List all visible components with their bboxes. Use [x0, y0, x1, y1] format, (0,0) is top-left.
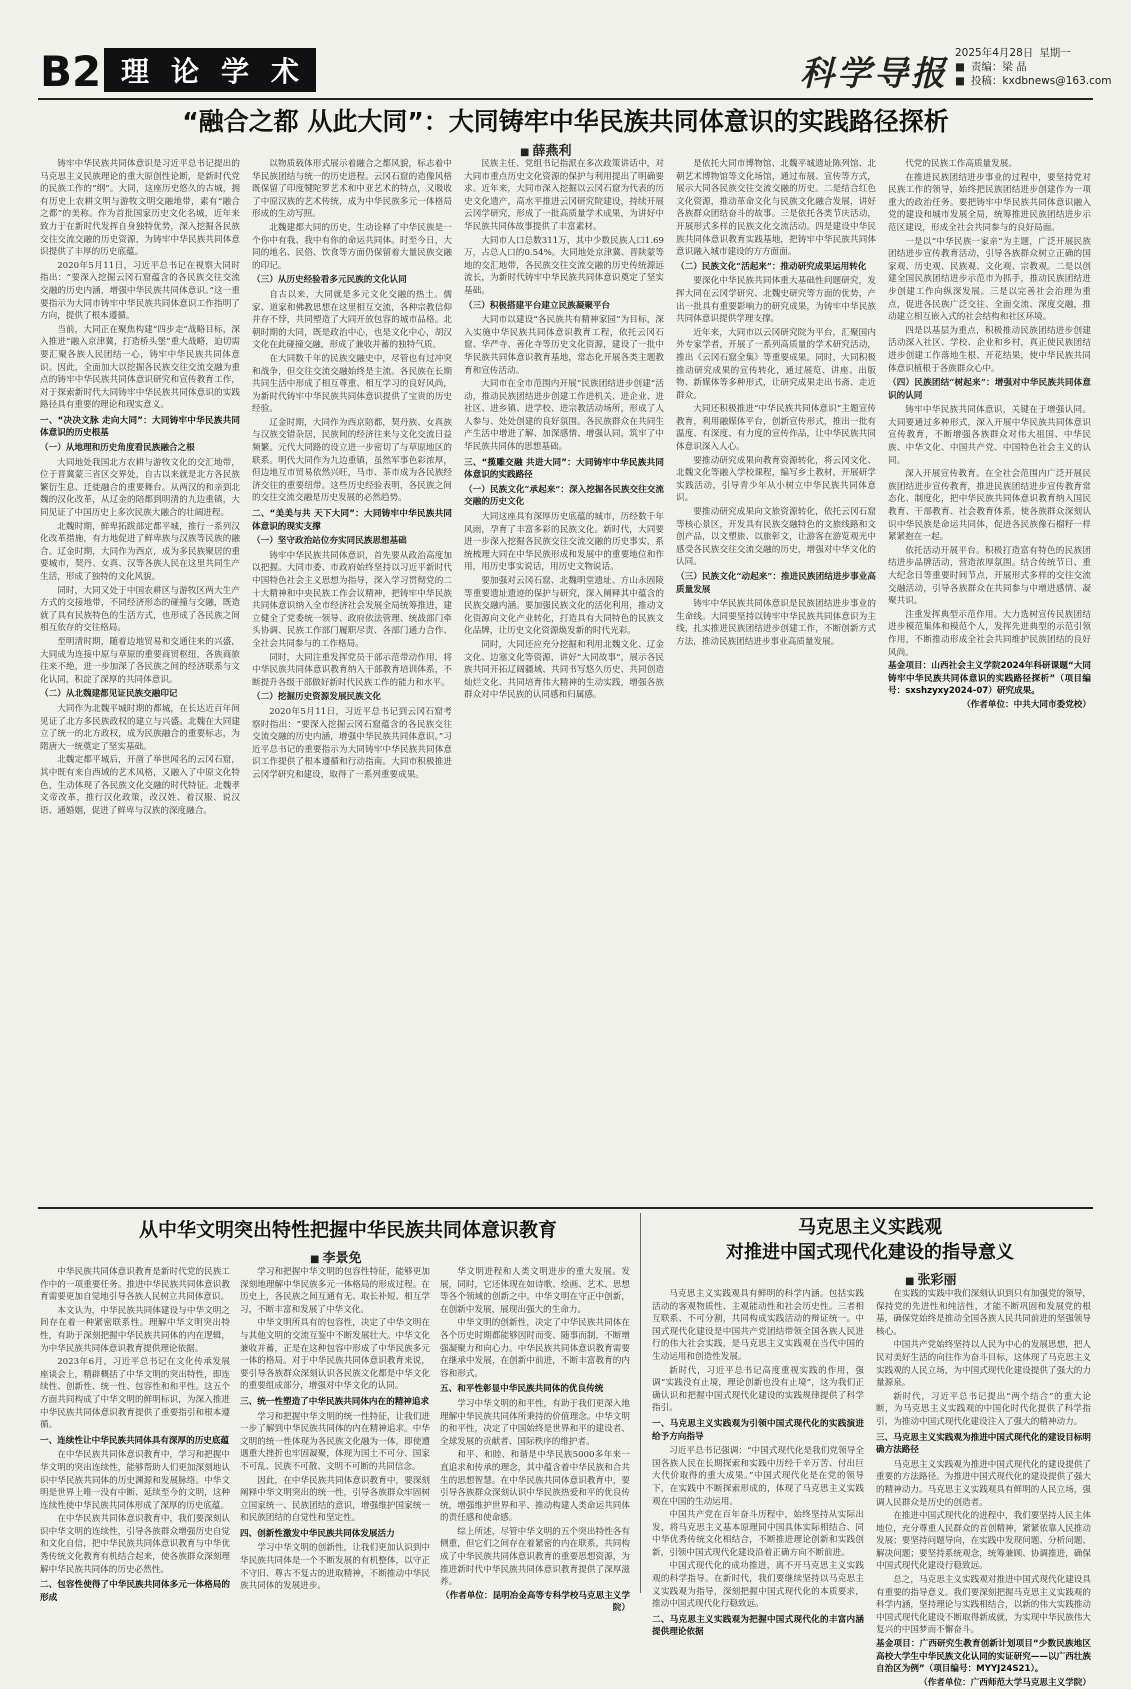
- section-heading: 二、包容性使得了中华民族共同体多元一体格局的形成: [40, 1580, 230, 1603]
- section-heading: 一、连续性让中华民族共同体具有深厚的历史底蕴: [40, 1435, 230, 1446]
- paragraph: 总之，马克思主义实践观对推进中国式现代化建设具有重要的指导意义。我们要深刻把握马克思主义实践观的科学内涵，坚持理论与实践相结合，以新的伟大实践推动中国式现代化建设不断取得新成就，为实现中华民族伟大复兴的中国梦而不懈奋斗。: [876, 1575, 1091, 1636]
- paragraph: 大同市人口总数311万，其中少数民族人口1.69万，占总人口的0.54%。大同地处京津冀、晋陕蒙等地的交汇地带，各民族交往交流交融的历史传统源远流长，为新时代铸牢中华民族共同体意识奠定了坚实基础。: [464, 235, 664, 296]
- paragraph: 要加强对云冈石窟、北魏明堂遗址、方山永固陵等重要遗址遗迹的保护与研究，深入阐释其中蕴含的民族交融内涵。要加强民族文化的活化利用，推动文化资源向文化产业转化，打造具有大同特色的民族文化品牌，让历史文化资源焕发新的时代光彩。: [464, 576, 664, 637]
- paragraph: 一是以“中华民族一家亲”为主题，广泛开展民族团结进步宣传教育活动，引导各族群众树立正确的国家观、历史观、民族观、文化观、宗教观。二是以创建全国民族团结进步示范市为抓手，推动民族团结进步创建工作向纵深发展。三是以完善社会治理为重点，促进各民族广泛交往、全面交流、深度交融，推动建立相互嵌入式的社会结构和社区环境。: [888, 236, 1091, 323]
- paragraph: 北魏时期，鲜卑拓跋部定都平城，推行一系列汉化改革措施，有力地促进了鲜卑族与汉族等民族的融合。辽金时期，大同作为西京，成为多民族聚居的重要城市，契丹、女真、汉等各族人民在这里共同生产生活，形成了独特的文化风貌。: [40, 521, 240, 582]
- article1-title: “融合之都 从此大同”：大同铸牢中华民族共同体意识的实践路径探析: [182, 107, 949, 136]
- paragraph: 和平、和睦、和谐是中华民族5000多年来一直追求和传承的理念，其中蕴含着中华民族和合共生的思想智慧。在中华民族共同体意识教育中，要引导各族群众深刻认识中华民族热爱和平的优良传统，增强维护世界和平、推动构建人类命运共同体的责任感和使命感。: [440, 1450, 630, 1524]
- author-affiliation: （作者单位：中共大同市委党校）: [962, 699, 1091, 710]
- paragraph: 至明清时期，随着边地贸易和交通往来的兴盛，大同成为连接中原与草原的重要商贸枢纽，各族商旅往来不绝，进一步加深了各民族之间的经济联系与文化认同，积淀了深厚的共同体意识。: [40, 636, 240, 685]
- paragraph: 综上所述，尽管中华文明的五个突出特性各有侧重，但它们之间存在着紧密的内在联系，共同构成了中华民族共同体意识教育的重要思想资源，为推进新时代中华民族共同体意识教育提供了深厚滋养。: [440, 1526, 630, 1588]
- paragraph: 在中华民族共同体意识教育中，学习和把握中华文明的突出连续性，能够帮助人们更加深刻地认识中华民族共同体的历史渊源和发展脉络。中华文明是世界上唯一没有中断、延续至今的文明，这种连续性使中华民族共同体形成了深厚的历史底蕴。: [40, 1450, 230, 1511]
- page-number: B2: [40, 47, 102, 96]
- paragraph: 中华文明所具有的包容性，决定了中华文明在与其他文明的交流互鉴中不断发展壮大。中华文化兼收并蓄，正是在这种包容中形成了中华民族多元一体的格局。对于中华民族共同体意识教育来说，要引导各族群众深刻认识各民族文化都是中华文化的重要组成部分，增强对中华文化的认同。: [240, 1318, 430, 1392]
- section-char-1: 理: [120, 55, 149, 88]
- square-icon: ■: [955, 61, 965, 73]
- paragraph: 铸牢中华民族共同体意识，首先要从政治高度加以把握。大同市委、市政府始终坚持以习近平新时代中国特色社会主义思想为指导，深入学习贯彻党的二十大精神和中央民族工作会议精神，把铸牢中华民族共同体意识纳入全市经济社会发展全局统筹推进，建立健全了党委统一领导、政府依法管理、统战部门牵头协调、民族工作部门履职尽责、各部门通力合作、全社会共同参与的工作格局。: [252, 550, 452, 649]
- paragraph: 铸牢中华民族共同体意识是习近平总书记提出的马克思主义民族理论的重大原创性论断，是新时代党的民族工作的“纲”。大同，这座历史悠久的古城，拥有历史上农耕文明与游牧文明交融地带，素有“融合之都”的美称。作为首批国家历史文化名城，近年来致力于在新时代发挥自身独特优势，深入挖掘各民族交往交流交融的历史资源，为铸牢中华民族共同体意识提供了丰厚的历史底蕴。: [40, 159, 240, 258]
- issue-weekday: 星期一: [1039, 47, 1071, 59]
- paragraph: 马克思主义实践观具有鲜明的科学内涵。包括实践活动的客观物质性、主观能动性和社会历史性。三者相互联系、不可分割，共同构成实践活动的辩证统一。中国式现代化建设是中国共产党团结带领全国各族人民进行的伟大社会实践，是马克思主义实践观在当代中国的生动运用和创造性发展。: [652, 1289, 864, 1362]
- article3-column-2: [876, 1288, 1091, 1688]
- section-banner: [104, 48, 316, 92]
- paragraph: 2023年6月，习近平总书记在文化传承发展座谈会上，精辟概括了中华文明的突出特性，即连续性、创新性、统一性、包容性和和平性。这五个方面共同构成了中华文明的鲜明标识，为深入推进中华民族共同体意识教育提供了重要指引和根本遵循。: [40, 1357, 230, 1431]
- section-heading: 三、统一性塑造了中华民族共同体内在的精神追求: [240, 1396, 430, 1407]
- article3-column-1: [652, 1288, 864, 1638]
- section-heading: 五、和平性彰显中华民族共同体的优良传统: [440, 1384, 604, 1395]
- editor-label: 责编：梁 晶: [970, 61, 1027, 73]
- paragraph: 本文认为，中华民族共同体建设与中华文明之间存在着一种紧密联系性。理解中华文明突出特性，有助于深刻把握中华民族共同体的内在逻辑，为中华民族共同体意识教育提供理论依据。: [40, 1305, 230, 1354]
- paragraph: 四是以基层为重点，积极推动民族团结进步创建活动深入社区、学校、企业和乡村，真正使民族团结进步创建工作落地生根、开花结果，使中华民族共同体意识植根于各族群众心中。: [888, 325, 1091, 374]
- article1-column-1: [40, 158, 240, 1198]
- paragraph: 因此，在中华民族共同体意识教育中，要深刻阐释中华文明突出的统一性，引导各族群众牢固树立国家统一、民族团结的意识，增强维护国家统一和民族团结的自觉性和坚定性。: [240, 1475, 430, 1524]
- article1-column-5: [888, 158, 1091, 1198]
- paragraph: 铸牢中华民族共同体意识，关键在于增强认同。大同要通过多种形式，深入开展中华民族共同体意识宣传教育，不断增强各族群众对伟大祖国、中华民族、中华文化、中国共产党、中国特色社会主义的认同。: [888, 405, 1091, 466]
- paragraph: 中华民族共同体意识教育是新时代党的民族工作中的一项重要任务。推进中华民族共同体意识教育需要更加自觉地引导各族人民树立共同体意识。: [40, 1267, 230, 1303]
- section-heading: 一、马克思主义实践观为引领中国式现代化的实践演进给予方向指导: [652, 1418, 864, 1442]
- paragraph: 新时代，习近平总书记高度重视实践的作用，强调“实践没有止境，理论创新也没有止境”，这为我们正确认识和把握中国式现代化建设的实践规律提供了科学指引。: [652, 1365, 864, 1414]
- header-rule: [38, 98, 1093, 100]
- paragraph: 中国共产党始终坚持以人民为中心的发展思想，把人民对美好生活的向往作为奋斗目标，这体现了马克思主义实践观的人民立场，为中国式现代化建设提供了强大的力量源泉。: [876, 1340, 1091, 1389]
- paragraph: 民族主任、党组书记指派在多次政策讲话中，对大同市重点历史文化资源的保护与利用提出了明确要求。近年来，大同市深入挖掘以云冈石窟为代表的历史文化遗产，高水平推进云冈研究院建设，持续开展云冈学研究，形成了一批高质量学术成果，为讲好中华民族共同体故事提供了丰富素材。: [464, 159, 664, 232]
- paragraph: 学习和把握中华文明的统一性特征，让我们进一步了解到中华民族共同体的内在精神追求。中华文明的统一性体现为各民族文化融为一体，即使遭遇重大挫折也牢固凝聚，体现为国土不可分、国家不可乱、民族不可散、文明不可断的共同信念。: [240, 1411, 430, 1472]
- funding-note: 基金项目：山西社会主义学院2024年科研课题“大同铸牢中华民族共同体意识的实践路径探析”（项目编号：sxshzyxy2024-07）研究成果。: [888, 661, 1091, 697]
- article2-column-3: [440, 1266, 630, 1614]
- author-affiliation: （作者单位：广西师范大学马克思主义学院）: [919, 1677, 1091, 1688]
- paragraph: 同时，大同注重发挥党员干部示范带动作用，将中华民族共同体意识教育纳入干部教育培训体系，不断提升各级干部做好新时代民族工作的能力和水平。: [252, 652, 452, 688]
- section-heading: 四、创新性激发中华民族共同体发展活力: [240, 1528, 395, 1539]
- section-heading: 二、“美美与共 天下大同”：大同铸牢中华民族共同体意识的现实支撑: [252, 509, 452, 532]
- issue-date: 2025年4月28日: [955, 47, 1034, 59]
- paragraph: 代党的民族工作高质量发展。: [905, 159, 1017, 169]
- paragraph: 要推动研究成果向文旅资源转化，依托云冈石窟等核心景区，开发具有民族交融特色的文旅线路和文创产品，以文塑旅、以旅彰文，让游客在游览观光中感受各民族交往交流交融的历史，增强对中华文化的认同。: [676, 507, 876, 568]
- author-affiliation: （作者单位：昆明冶金高等专科学校马克思主义学院）: [440, 1590, 630, 1614]
- section-heading: 三、马克思主义实践观为推进中国式现代化的建设目标明确方法路径: [876, 1432, 1091, 1456]
- paragraph: 北魏定都平城后，开凿了举世闻名的云冈石窟，其中既有来自西域的艺术风格，又融入了中原文化特色，生动体现了各民族文化交融的时代特征。北魏孝文帝改革，推行汉化政策，改汉姓、着汉服、说汉语、通婚姻，促进了鲜卑与汉族的深度融合。: [40, 755, 240, 816]
- paragraph: 大同市以建设“各民族共有精神家园”为目标，深入实施中华民族共同体意识教育工程，依托云冈石窟、华严寺、善化寺等历史文化资源，建设了一批中华民族共同体意识教育基地，常态化开展各类主题教育和宣传活动。: [464, 315, 664, 376]
- article2-column-2: [240, 1266, 430, 1592]
- section-char-2: 论: [170, 55, 199, 88]
- paragraph: 要推动研究成果向教育资源转化，将云冈文化、北魏文化等融入学校课程，编写乡土教材，开展研学实践活动，引导青少年从小树立中华民族共同体意识。: [676, 455, 876, 504]
- funding-note: 基金项目：广西研究生教育创新计划项目“少数民族地区高校大学生中华民族文化认同的实证研究——以广西壮族自治区为例”（项目编号：MYYJ24S21）。: [876, 1639, 1091, 1675]
- issue-meta: [955, 46, 1112, 88]
- paragraph: 学习和把握中华文明的包容性特征，能够更加深刻地理解中华民族多元一体格局的形成过程。在历史上，各民族之间互通有无、取长补短、相互学习，不断丰富和发展了中华文化。: [240, 1267, 430, 1315]
- subsection-heading: （三）积极搭建平台建立民族凝聚平台: [464, 300, 611, 311]
- article1-column-4: [676, 158, 876, 1198]
- email-label: 投稿：kxdbnews@163.com: [970, 75, 1112, 87]
- paragraph: 同时，大同还应充分挖掘和利用北魏文化、辽金文化、边塞文化等资源，讲好“大同故事”，展示各民族共同开拓辽阔疆域、共同书写悠久历史、共同创造灿烂文化、共同培育伟大精神的生动实践，增强各族群众对中华民族的认同感和归属感。: [464, 639, 664, 701]
- paragraph: 大同地处我国北方农耕与游牧文化的交汇地带，位于晋冀蒙三省区交界处，自古以来就是北方各民族繁衍生息、迁徙融合的重要舞台。从两汉的和亲到北魏的汉化改革，从辽金的陪都到明清的九边重镇，大同见证了中国历史上多次民族大融合的壮阔进程。: [40, 457, 240, 519]
- paragraph: 依托活动开展平台。积极打造富有特色的民族团结进步品牌活动，营造浓厚氛围。结合传统节日、重大纪念日等重要时间节点，开展形式多样的交往交流交融活动，引导各族群众在共同参与中增进感情、凝聚共识。: [888, 545, 1091, 607]
- article2-author: ■ 李景免: [310, 1247, 361, 1266]
- subsection-heading: （二）民族文化“活起来”：推动研究成果运用转化: [676, 261, 867, 272]
- paragraph: 铸牢中华民族共同体意识是民族团结进步事业的生命线。大同要坚持以铸牢中华民族共同体意识为主线，扎实推进民族团结进步创建工作，不断创新方式方法，推动民族团结进步事业高质量发展。: [676, 599, 876, 647]
- paragraph: 注重发挥典型示范作用。大力选树宣传民族团结进步模范集体和模范个人，发挥先进典型的示范引领作用，不断推动形成全社会共同维护民族团结的良好风尚。: [888, 609, 1091, 658]
- paragraph: 自古以来，大同就是多元文化交融的热土。儒家、道家和佛教思想在这里相互交流，各种宗教信仰并存不悖，共同塑造了大同开放包容的城市品格。北朝时期的大同，既是政治中心，也是文化中心，胡汉文化在此碰撞交融，形成了兼收并蓄的独特气质。: [252, 289, 452, 351]
- subsection-heading: （三）民族文化“动起来”：推进民族团结进步事业高质量发展: [676, 572, 876, 595]
- column-divider: [640, 1213, 641, 1593]
- paragraph: 中国共产党在百年奋斗历程中，始终坚持从实际出发，将马克思主义基本原理同中国具体实际相结合、同中华优秀传统文化相结合，不断推进理论创新和实践创新，引领中国式现代化建设沿着正确方向不断前进。: [652, 1510, 864, 1558]
- article3-author: ■ 张彩丽: [905, 1269, 956, 1288]
- section-heading: 一、“决决文脉 走向大同”：大同铸牢中华民族共同体意识的历史根基: [40, 415, 240, 439]
- paragraph: 以物质载体形式展示着融合之都风貌，标志着中华民族团结与统一的历史进程。云冈石窟的造像风格既保留了印度犍陀罗艺术和中亚艺术的特点，又吸收了中原汉族的艺术传统，成为中华民族多元一体格局形成的生动写照。: [252, 159, 452, 220]
- paragraph: 学习中华文明的和平性，有助于我们更深入地理解中华民族共同体所秉持的价值理念。中华文明的和平性，决定了中国始终是世界和平的建设者、全球发展的贡献者、国际秩序的维护者。: [440, 1398, 630, 1447]
- article1-author: ■ 薛燕利: [520, 140, 571, 159]
- subsection-heading: （三）从历史经验看多元民族的文化认同: [252, 275, 407, 286]
- paragraph: 在实践的实践中我们深刻认识到只有加强党的领导，保持党的先进性和纯洁性，才能不断巩固和发展党的根基，确保党始终是推动全国各族人民共同前进的坚强领导核心。: [876, 1289, 1091, 1337]
- paragraph: 中国式现代化的成功推进，离不开马克思主义实践观的科学指导。在新时代，我们要继续坚持以马克思主义实践观为指导，深刻把握中国式现代化的本质要求，推动中国式现代化行稳致远。: [652, 1561, 864, 1610]
- subsection-heading: （一）坚守政治站位夯实同民族思想基础: [252, 536, 407, 547]
- article1-column-2: [252, 158, 452, 1198]
- subsection-heading: （四）民族团结“树起来”：增强对中华民族共同体意识的认同: [888, 378, 1091, 401]
- paragraph: 在中华民族共同体意识教育中，我们要深刻认识中华文明的连续性，引导各族群众增强历史自觉和文化自信，把中华民族共同体意识教育与中华优秀传统文化教育有机结合起来，使各族群众深刻理解中华民族共同体的历史必然性。: [40, 1514, 230, 1575]
- paragraph: 当前，大同正在聚焦构建“四步走”战略目标，深入推进“融入京津冀，打造桥头堡”重大战略，迫切需要汇聚各族人民团结一心，铸牢中华民族共同体意识。因此，全面加大以挖掘各民族交往交流交融为重点的铸牢中华民族共同体意识研究和宣传教育工作，对于探索新时代大同铸牢中华民族共同体意识的实践路径具有重要的理论和现实意义。: [40, 324, 240, 411]
- mid-rule: [38, 1207, 1093, 1209]
- section-char-3: 学: [220, 55, 249, 88]
- article2-title: 从中华文明突出特性把握中华民族共同体意识教育: [138, 1219, 557, 1241]
- subsection-heading: （二）挖掘历史资源发展民族文化: [252, 692, 381, 703]
- subsection-heading: （一）从地理和历史角度看民族融合之根: [40, 443, 195, 454]
- paragraph: 辽金时期，大同作为西京陪都，契丹族、女真族与汉族交错杂居，民族间的经济往来与文化交流日益频繁。元代大同路的设立进一步密切了与草原地区的联系。明代大同作为九边重镇，虽然军事色彩浓厚，但边地互市贸易依然兴旺，马市、茶市成为各民族经济交往的重要纽带。这些历史经验表明，各民族之间的交往交流交融是历史发展的必然趋势。: [252, 417, 452, 504]
- paragraph: 要深化中华民族共同体重大基础性问题研究，发挥大同在云冈学研究、北魏史研究等方面的优势，产出一批具有重要影响力的研究成果，为铸牢中华民族共同体意识提供学理支撑。: [676, 276, 876, 325]
- subsection-heading: （二）从北魏建都见证民族交融印记: [40, 689, 178, 700]
- subsection-heading: （一）民族文化“承起来”：深入挖掘各民族交往交流交融的历史文化: [464, 484, 664, 508]
- paragraph: 新时代，习近平总书记提出“两个结合”的重大论断，为马克思主义实践观的中国化时代化提供了科学指引，为推动中国式现代化建设注入了强大的精神动力。: [876, 1391, 1091, 1427]
- paragraph: 大同这座具有深厚历史底蕴的城市，历经数千年风雨，孕育了丰富多彩的民族文化。新时代，大同要进一步深入挖掘各民族交往交流交融的历史事实，系统梳理大同在中华民族形成和发展中的重要地位和作用，用历史事实说话，用历史文物说话。: [464, 512, 664, 573]
- paragraph: 同时，大同又处于中国农耕区与游牧区两大生产方式的交接地带，不同经济形态的碰撞与交融，既造就了具有民族特色的生活方式，也形成了各民族之间相互依存的交往格局。: [40, 585, 240, 634]
- paragraph: 大同市在全市范围内开展“民族团结进步创建”活动，推动民族团结进步创建工作进机关、进企业、进社区、进乡镇、进学校、进宗教活动场所，形成了人人参与、处处创建的良好氛围。各民族群众在共同生产生活中增进了解、加深感情、增强认同，筑牢了中华民族共同体的思想基础。: [464, 379, 664, 453]
- section-char-4: 术: [270, 55, 299, 88]
- square-icon: ■: [955, 75, 965, 87]
- paragraph: 学习中华文明的创新性，让我们更加认识到中华民族共同体是一个不断发展的有机整体，以守正不守旧、尊古不复古的进取精神，不断推动中华民族共同体的发展进步。: [240, 1543, 430, 1592]
- section-heading: 二、马克思主义实践观为把握中国式现代化的丰富内涵提供理论依据: [652, 1614, 864, 1638]
- paragraph: 大同作为北魏平城时期的都城，在长达近百年间见证了北方多民族政权的建立与兴盛。北魏在大同建立了统一的北方政权，成为民族融合的重要标志，为隋唐大一统奠定了坚实基础。: [40, 703, 240, 752]
- article2-column-1: [40, 1266, 230, 1603]
- paragraph: 中华文明的创新性，决定了中华民族共同体在各个历史时期都能够因时而变、随事而制，不断增强凝聚力和向心力。中华民族共同体意识教育需要在继承中发展，在创新中前进，不断丰富教育的内容和形式。: [440, 1318, 630, 1379]
- section-heading: 三、“揽雕交融 共进大同”：大同铸牢中华民族共同体意识的实践路径: [464, 457, 664, 481]
- paragraph: 2020年5月11日，习近平总书记到云冈石窟考察时指出：“要深入挖掘云冈石窟蕴含的各民族交往交流交融的历史内涵，增强中华民族共同体意识。”习近平总书记的重要指示为大同铸牢中华民族共同体意识工作提供了根本遵循和行动指南。大同市积极推进云冈学研究和建设，取得了一系列重要成果。: [252, 706, 452, 780]
- paragraph: 2020年5月11日，习近平总书记在视察大同时指出：“要深入挖掘云冈石窟蕴含的各民族交往交流交融的历史内涵，增强中华民族共同体意识。”这一重要指示为大同市铸牢中华民族共同体意识工作指明了方向，提供了根本遵循。: [40, 260, 240, 322]
- paragraph: 在推进中国式现代化的进程中，我们要坚持人民主体地位，充分尊重人民群众的首创精神，紧紧依靠人民推动发展；要坚持问题导向，在实践中发现问题、分析问题、解决问题；要坚持系统观念，统筹兼顾、协调推进，确保中国式现代化建设行稳致远。: [876, 1511, 1091, 1572]
- paragraph: 习近平总书记强调：“中国式现代化是我们党领导全国各族人民在长期探索和实践中历经千辛万苦、付出巨大代价取得的重大成果。”中国式现代化是在党的领导下，在实践中不断探索形成的，体现了马克思主义实践观在中国的生动运用。: [652, 1446, 864, 1507]
- paragraph: 深入开展宣传教育。在全社会范围内广泛开展民族团结进步宣传教育，推进民族团结进步宣传教育常态化、制度化，把中华民族共同体意识教育纳入国民教育、干部教育、社会教育体系，使各族群众深刻认识中华民族是命运共同体，促进各民族像石榴籽一样紧紧抱在一起。: [888, 469, 1091, 543]
- article3-title-line-1: 马克思主义实践观: [798, 1217, 942, 1238]
- masthead-logo: 科学导报: [800, 54, 948, 94]
- article1-column-3: [464, 158, 664, 1198]
- paragraph: 大同还积极推进“中华民族共同体意识”主题宣传教育，利用融媒体平台，创新宣传形式，推出一批有温度、有深度、有力度的宣传作品，让中华民族共同体意识深入人心。: [676, 404, 876, 453]
- paragraph: 是依托大同市博物馆、北魏平城遗址陈列馆、北朝艺术博物馆等文化场馆，通过布展、宣传等方式，展示大同各民族交往交流交融的历史。二是结合红色文化资源，推动革命文化与民族文化融合发展，讲好各族群众团结奋斗的故事。三是依托各类节庆活动，开展形式多样的民族文化交流活动。四是建设中华民族共同体意识教育实践基地，把铸牢中华民族共同体意识融入城市建设的方方面面。: [676, 159, 876, 258]
- article3-title-line-2: 对推进中国式现代化建设的指导意义: [726, 1242, 1014, 1263]
- paragraph: 北魏建都大同的历史，生动诠释了中华民族是一个你中有我、我中有你的命运共同体。时至今日，大同的地名、民俗、饮食等方面仍保留着大量民族交融的印记。: [252, 222, 452, 271]
- paragraph: 在大同数千年的民族交融史中，尽管也有过冲突和战争，但交往交流交融始终是主流。各民族在长期共同生活中形成了相互尊重、相互学习的良好风尚，为新时代铸牢中华民族共同体意识提供了宝贵的历史经验。: [252, 353, 452, 415]
- paragraph: 近年来，大同市以云冈研究院为平台，汇聚国内外专家学者，开展了一系列高质量的学术研究活动，推出《云冈石窟全集》等重要成果。同时，大同积极推动研究成果的宣传转化，通过展览、讲座、出版物、新媒体等多种形式，让研究成果走出书斋、走近群众。: [676, 327, 876, 401]
- paragraph: 在推进民族团结进步事业的过程中，要坚持党对民族工作的领导，始终把民族团结进步创建作为一项重大的政治任务。要把铸牢中华民族共同体意识融入党的建设和城市发展全局，统筹推进民族团结进步示范区建设，形成全社会共同参与的良好局面。: [888, 172, 1091, 233]
- paragraph: 华文明进程和人类文明进步的重大发展。发展，同时，它还体现在如诗歌、绘画、艺术、思想等各个领域的创新之中。中华文明在守正中创新，在创新中发展，展现出强大的生命力。: [440, 1267, 630, 1315]
- paragraph: 马克思主义实践观为推进中国式现代化的建设提供了重要的方法路径。为推进中国式现代化的建设提供了强大的精神动力。马克思主义实践观具有鲜明的人民立场，强调人民群众是历史的创造者。: [876, 1459, 1091, 1508]
